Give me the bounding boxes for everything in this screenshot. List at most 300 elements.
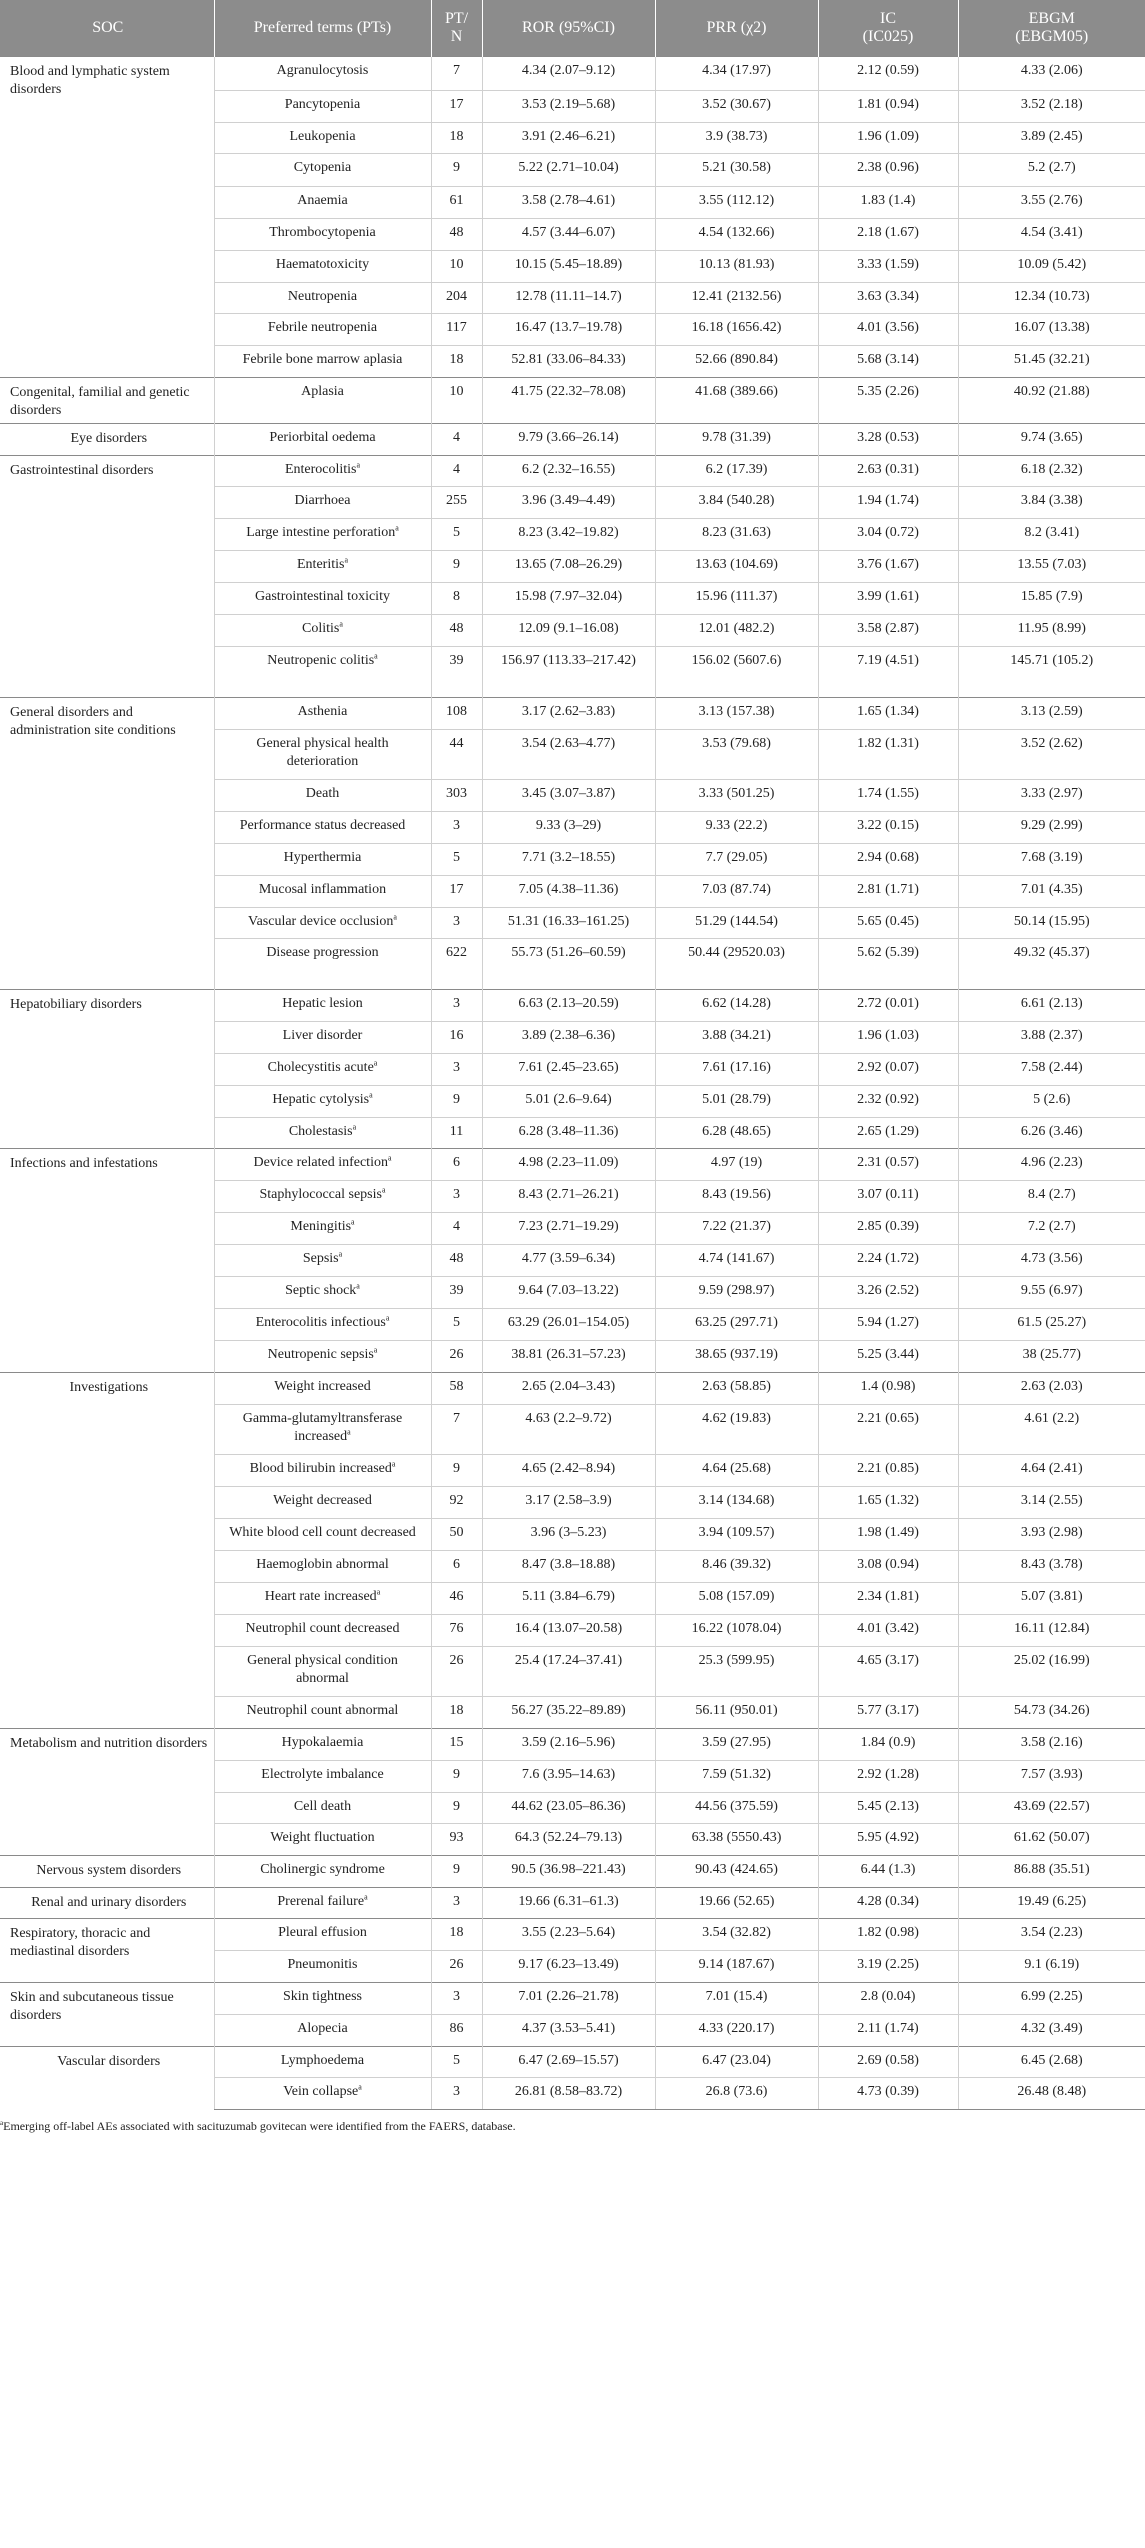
- pt-cell: [214, 346, 431, 378]
- ebgm-cell: 86.88 (35.51): [958, 1856, 1145, 1888]
- n-cell: 9: [431, 154, 482, 187]
- ebgm-cell: 54.73 (34.26): [958, 1697, 1145, 1729]
- ebgm-cell: 3.88 (2.37): [958, 1022, 1145, 1054]
- pt-cell: [214, 154, 431, 187]
- prr-cell: 9.33 (22.2): [655, 812, 818, 844]
- ror-cell: 4.37 (3.53–5.41): [482, 2015, 655, 2047]
- n-cell: 26: [431, 1951, 482, 1983]
- n-cell: 18: [431, 346, 482, 378]
- n-cell: 7: [431, 57, 482, 91]
- prr-cell: 16.22 (1078.04): [655, 1615, 818, 1647]
- pt-label: Leukopenia: [289, 129, 356, 144]
- pt-cell: [214, 1341, 431, 1373]
- ror-cell: 16.47 (13.7–19.78): [482, 314, 655, 346]
- prr-cell: 2.63 (58.85): [655, 1373, 818, 1405]
- ebgm-cell: 5 (2.6): [958, 1086, 1145, 1118]
- ic-cell: 4.01 (3.56): [818, 314, 958, 346]
- ror-cell: 4.63 (2.2–9.72): [482, 1405, 655, 1455]
- pt-cell: [214, 1213, 431, 1245]
- ic-cell: 5.25 (3.44): [818, 1341, 958, 1373]
- ror-cell: 3.89 (2.38–6.36): [482, 1022, 655, 1054]
- ic-cell: 3.08 (0.94): [818, 1551, 958, 1583]
- ebgm-cell: 50.14 (15.95): [958, 908, 1145, 939]
- pt-label: Hypokalaemia: [281, 1735, 364, 1750]
- ebgm-cell: 38 (25.77): [958, 1341, 1145, 1373]
- ic-cell: 1.94 (1.74): [818, 487, 958, 519]
- ror-cell: 8.43 (2.71–26.21): [482, 1181, 655, 1213]
- prr-cell: 44.56 (375.59): [655, 1793, 818, 1824]
- pt-label: Haematotoxicity: [275, 257, 370, 272]
- ebgm-cell: 16.11 (12.84): [958, 1615, 1145, 1647]
- n-cell: 16: [431, 1022, 482, 1054]
- ebgm-cell: 4.54 (3.41): [958, 219, 1145, 251]
- pt-label: Vascular device occlusion: [248, 914, 394, 929]
- n-cell: 5: [431, 2047, 482, 2078]
- ic-cell: 1.65 (1.34): [818, 698, 958, 730]
- ror-cell: 10.15 (5.45–18.89): [482, 251, 655, 283]
- header-ebgm: [958, 0, 1145, 57]
- footnote-mark: a: [0, 2119, 4, 2127]
- ror-cell: 3.91 (2.46–6.21): [482, 123, 655, 154]
- ic-cell: 6.44 (1.3): [818, 1856, 958, 1888]
- pt-cell: [214, 615, 431, 647]
- pt-cell: [214, 1277, 431, 1309]
- ic-cell: 5.94 (1.27): [818, 1309, 958, 1341]
- pt-label: Hepatic lesion: [282, 996, 363, 1011]
- ic-cell: 3.63 (3.34): [818, 283, 958, 314]
- n-cell: 18: [431, 1919, 482, 1951]
- ic-cell: 1.82 (1.31): [818, 730, 958, 780]
- ebgm-cell: 9.1 (6.19): [958, 1951, 1145, 1983]
- ebgm-cell: 3.13 (2.59): [958, 698, 1145, 730]
- n-cell: 255: [431, 487, 482, 519]
- ror-cell: 3.58 (2.78–4.61): [482, 187, 655, 219]
- ic-cell: 3.58 (2.87): [818, 615, 958, 647]
- table-row: [0, 456, 1145, 487]
- pt-label: Neutrophil count abnormal: [246, 1703, 399, 1718]
- pt-cell: [214, 378, 431, 424]
- pt-label: Agranulocytosis: [276, 63, 369, 78]
- pt-label: Cholestasis: [288, 1124, 353, 1139]
- pt-cell: [214, 1551, 431, 1583]
- ebgm-cell: 7.68 (3.19): [958, 844, 1145, 876]
- table-row: [0, 1888, 1145, 1919]
- pt-cell: [214, 2047, 431, 2078]
- soc-cell: Skin and subcutaneous tissue disorders: [0, 1983, 214, 2047]
- ic-cell: 4.01 (3.42): [818, 1615, 958, 1647]
- ebgm-cell: 9.55 (6.97): [958, 1277, 1145, 1309]
- pt-cell: [214, 1824, 431, 1856]
- ror-cell: 63.29 (26.01–154.05): [482, 1309, 655, 1341]
- pt-cell: [214, 1405, 431, 1455]
- pt-cell: [214, 1245, 431, 1277]
- ror-cell: 55.73 (51.26–60.59): [482, 939, 655, 990]
- table-row: [0, 1919, 1145, 1951]
- pt-cell: [214, 1519, 431, 1551]
- pt-label: Hepatic cytolysis: [272, 1092, 370, 1107]
- ror-cell: 7.23 (2.71–19.29): [482, 1213, 655, 1245]
- pt-cell: [214, 283, 431, 314]
- pt-cell: [214, 1054, 431, 1086]
- ic-cell: 2.92 (0.07): [818, 1054, 958, 1086]
- ic-cell: 5.65 (0.45): [818, 908, 958, 939]
- prr-cell: 8.46 (39.32): [655, 1551, 818, 1583]
- prr-cell: 6.28 (48.65): [655, 1118, 818, 1149]
- ebgm-cell: 43.69 (22.57): [958, 1793, 1145, 1824]
- ic-cell: 1.84 (0.9): [818, 1729, 958, 1761]
- ror-cell: 44.62 (23.05–86.36): [482, 1793, 655, 1824]
- n-cell: 6: [431, 1551, 482, 1583]
- prr-cell: 26.8 (73.6): [655, 2078, 818, 2110]
- soc-cell: Nervous system disorders: [0, 1856, 214, 1888]
- ebgm-cell: 40.92 (21.88): [958, 378, 1145, 424]
- pt-label: Prerenal failure: [277, 1894, 365, 1909]
- off-label-mark: a: [352, 1122, 357, 1132]
- pt-label: Weight increased: [274, 1379, 371, 1394]
- ic-cell: 2.92 (1.28): [818, 1761, 958, 1793]
- table-row: [0, 1856, 1145, 1888]
- n-cell: 26: [431, 1341, 482, 1373]
- header-n-line1: PT/: [444, 10, 469, 27]
- prr-cell: 4.33 (220.17): [655, 2015, 818, 2047]
- pt-cell: [214, 187, 431, 219]
- ic-cell: 1.81 (0.94): [818, 91, 958, 123]
- prr-cell: 3.14 (134.68): [655, 1487, 818, 1519]
- pt-cell: [214, 487, 431, 519]
- pt-label: Septic shock: [285, 1283, 357, 1298]
- pt-label: Enterocolitis infectious: [255, 1315, 386, 1330]
- ic-cell: 3.28 (0.53): [818, 424, 958, 456]
- ebgm-cell: 3.54 (2.23): [958, 1919, 1145, 1951]
- ic-cell: 2.12 (0.59): [818, 57, 958, 91]
- n-cell: 9: [431, 551, 482, 583]
- pt-cell: [214, 908, 431, 939]
- pt-label: Cholecystitis acute: [267, 1060, 374, 1075]
- n-cell: 4: [431, 1213, 482, 1245]
- prr-cell: 4.62 (19.83): [655, 1405, 818, 1455]
- prr-cell: 7.01 (15.4): [655, 1983, 818, 2015]
- n-cell: 5: [431, 1309, 482, 1341]
- header-n: [431, 0, 482, 57]
- n-cell: 15: [431, 1729, 482, 1761]
- ic-cell: 2.24 (1.72): [818, 1245, 958, 1277]
- prr-cell: 7.7 (29.05): [655, 844, 818, 876]
- n-cell: 6: [431, 1149, 482, 1181]
- ebgm-cell: 8.2 (3.41): [958, 519, 1145, 551]
- off-label-mark: a: [338, 1249, 343, 1259]
- pt-label: Neutrophil count decreased: [245, 1621, 400, 1636]
- ror-cell: 16.4 (13.07–20.58): [482, 1615, 655, 1647]
- pt-cell: [214, 698, 431, 730]
- off-label-mark: a: [356, 1281, 360, 1291]
- n-cell: 39: [431, 647, 482, 698]
- ic-cell: 3.07 (0.11): [818, 1181, 958, 1213]
- ebgm-cell: 3.52 (2.18): [958, 91, 1145, 123]
- prr-cell: 8.43 (19.56): [655, 1181, 818, 1213]
- ebgm-cell: 8.4 (2.7): [958, 1181, 1145, 1213]
- ebgm-cell: 9.29 (2.99): [958, 812, 1145, 844]
- n-cell: 48: [431, 219, 482, 251]
- footnote-text: Emerging off-label AEs associated with sacituzumab govitecan were identified from the FAERS, database.: [3, 2119, 516, 2133]
- prr-cell: 9.14 (187.67): [655, 1951, 818, 1983]
- pt-cell: [214, 251, 431, 283]
- pt-label: General physical condition abnormal: [247, 1653, 398, 1686]
- pt-label: Pancytopenia: [284, 97, 361, 112]
- n-cell: 50: [431, 1519, 482, 1551]
- header-ic: [818, 0, 958, 57]
- pt-cell: [214, 583, 431, 615]
- n-cell: 10: [431, 251, 482, 283]
- ic-cell: 2.21 (0.65): [818, 1405, 958, 1455]
- ror-cell: 9.79 (3.66–26.14): [482, 424, 655, 456]
- soc-cell: Respiratory, thoracic and mediastinal disorders: [0, 1919, 214, 1983]
- pt-label: Weight decreased: [273, 1493, 372, 1508]
- soc-cell: Eye disorders: [0, 424, 214, 456]
- ror-cell: 12.78 (11.11–14.7): [482, 283, 655, 314]
- pt-label: Staphylococcal sepsis: [259, 1187, 382, 1202]
- pt-cell: [214, 1373, 431, 1405]
- pt-cell: [214, 91, 431, 123]
- off-label-mark: a: [393, 912, 397, 922]
- n-cell: 48: [431, 1245, 482, 1277]
- ebgm-cell: 8.43 (3.78): [958, 1551, 1145, 1583]
- pt-cell: [214, 730, 431, 780]
- ic-cell: 5.68 (3.14): [818, 346, 958, 378]
- pt-label: Disease progression: [266, 945, 379, 960]
- prr-cell: 3.33 (501.25): [655, 780, 818, 812]
- prr-cell: 3.13 (157.38): [655, 698, 818, 730]
- n-cell: 7: [431, 1405, 482, 1455]
- off-label-mark: a: [364, 1892, 368, 1902]
- prr-cell: 6.62 (14.28): [655, 990, 818, 1022]
- n-cell: 26: [431, 1647, 482, 1697]
- ror-cell: 12.09 (9.1–16.08): [482, 615, 655, 647]
- soc-cell: Gastrointestinal disorders: [0, 456, 214, 698]
- ic-cell: 2.11 (1.74): [818, 2015, 958, 2047]
- prr-cell: 4.74 (141.67): [655, 1245, 818, 1277]
- pt-cell: [214, 456, 431, 487]
- ic-cell: 3.99 (1.61): [818, 583, 958, 615]
- table-row: [0, 57, 1145, 91]
- ror-cell: 4.57 (3.44–6.07): [482, 219, 655, 251]
- ebgm-cell: 6.61 (2.13): [958, 990, 1145, 1022]
- ror-cell: 64.3 (52.24–79.13): [482, 1824, 655, 1856]
- header-ebgm-line2: (EBGM05): [1015, 28, 1089, 45]
- n-cell: 117: [431, 314, 482, 346]
- table-row: [0, 2047, 1145, 2078]
- prr-cell: 15.96 (111.37): [655, 583, 818, 615]
- prr-cell: 9.59 (298.97): [655, 1277, 818, 1309]
- ebgm-cell: 3.89 (2.45): [958, 123, 1145, 154]
- ebgm-cell: 15.85 (7.9): [958, 583, 1145, 615]
- pt-label: Haemoglobin abnormal: [256, 1557, 389, 1572]
- ebgm-cell: 6.18 (2.32): [958, 456, 1145, 487]
- ror-cell: 3.17 (2.62–3.83): [482, 698, 655, 730]
- pt-cell: [214, 1856, 431, 1888]
- ror-cell: 3.54 (2.63–4.77): [482, 730, 655, 780]
- ebgm-cell: 7.01 (4.35): [958, 876, 1145, 908]
- pt-cell: [214, 1919, 431, 1951]
- table-row: [0, 1729, 1145, 1761]
- n-cell: 92: [431, 1487, 482, 1519]
- ebgm-cell: 12.34 (10.73): [958, 283, 1145, 314]
- ebgm-cell: 11.95 (8.99): [958, 615, 1145, 647]
- ic-cell: 5.45 (2.13): [818, 1793, 958, 1824]
- n-cell: 18: [431, 123, 482, 154]
- ror-cell: 9.17 (6.23–13.49): [482, 1951, 655, 1983]
- pt-label: Lymphoedema: [280, 2053, 365, 2068]
- ic-cell: 1.74 (1.55): [818, 780, 958, 812]
- pt-cell: [214, 1309, 431, 1341]
- pt-cell: [214, 1149, 431, 1181]
- ebgm-cell: 4.32 (3.49): [958, 2015, 1145, 2047]
- header-ic-line1: IC: [880, 10, 896, 27]
- prr-cell: 52.66 (890.84): [655, 346, 818, 378]
- n-cell: 39: [431, 1277, 482, 1309]
- prr-cell: 3.52 (30.67): [655, 91, 818, 123]
- ror-cell: 7.05 (4.38–11.36): [482, 876, 655, 908]
- soc-cell: Infections and infestations: [0, 1149, 214, 1373]
- pt-cell: [214, 1888, 431, 1919]
- ic-cell: 1.98 (1.49): [818, 1519, 958, 1551]
- ebgm-cell: 3.84 (3.38): [958, 487, 1145, 519]
- pt-cell: [214, 57, 431, 91]
- ror-cell: 56.27 (35.22–89.89): [482, 1697, 655, 1729]
- pt-cell: [214, 647, 431, 698]
- ebgm-cell: 7.2 (2.7): [958, 1213, 1145, 1245]
- pt-label: Mucosal inflammation: [258, 882, 387, 897]
- prr-cell: 4.97 (19): [655, 1149, 818, 1181]
- off-label-mark: a: [347, 1427, 351, 1437]
- header-pt: Preferred terms (PTs): [214, 0, 431, 57]
- n-cell: 8: [431, 583, 482, 615]
- prr-cell: 3.94 (109.57): [655, 1519, 818, 1551]
- pt-label: Neutropenic sepsis: [267, 1347, 374, 1362]
- ic-cell: 2.18 (1.67): [818, 219, 958, 251]
- ebgm-cell: 3.58 (2.16): [958, 1729, 1145, 1761]
- prr-cell: 4.64 (25.68): [655, 1455, 818, 1487]
- pt-cell: [214, 551, 431, 583]
- pt-cell: [214, 1583, 431, 1615]
- table-row: [0, 1983, 1145, 2015]
- ror-cell: 19.66 (6.31–61.3): [482, 1888, 655, 1919]
- prr-cell: 6.2 (17.39): [655, 456, 818, 487]
- pt-cell: [214, 1761, 431, 1793]
- ic-cell: 1.83 (1.4): [818, 187, 958, 219]
- soc-cell: Blood and lymphatic system disorders: [0, 57, 214, 378]
- pt-label: Death: [305, 786, 340, 801]
- n-cell: 9: [431, 1455, 482, 1487]
- n-cell: 86: [431, 2015, 482, 2047]
- pt-label: Pleural effusion: [278, 1925, 367, 1940]
- pt-label: Skin tightness: [283, 1989, 362, 2004]
- ic-cell: 5.77 (3.17): [818, 1697, 958, 1729]
- ror-cell: 3.45 (3.07–3.87): [482, 780, 655, 812]
- ebgm-cell: 4.33 (2.06): [958, 57, 1145, 91]
- ic-cell: 1.4 (0.98): [818, 1373, 958, 1405]
- ic-cell: 2.34 (1.81): [818, 1583, 958, 1615]
- n-cell: 3: [431, 1054, 482, 1086]
- ebgm-cell: 5.2 (2.7): [958, 154, 1145, 187]
- pt-label: Hyperthermia: [283, 850, 362, 865]
- prr-cell: 63.25 (297.71): [655, 1309, 818, 1341]
- pt-label: Meningitis: [290, 1219, 352, 1234]
- n-cell: 58: [431, 1373, 482, 1405]
- ror-cell: 3.17 (2.58–3.9): [482, 1487, 655, 1519]
- ebgm-cell: 13.55 (7.03): [958, 551, 1145, 583]
- off-label-mark: a: [339, 619, 343, 629]
- n-cell: 3: [431, 812, 482, 844]
- prr-cell: 4.34 (17.97): [655, 57, 818, 91]
- ebgm-cell: 5.07 (3.81): [958, 1583, 1145, 1615]
- prr-cell: 3.84 (540.28): [655, 487, 818, 519]
- ic-cell: 1.65 (1.32): [818, 1487, 958, 1519]
- pt-label: Diarrhoea: [294, 493, 351, 508]
- n-cell: 108: [431, 698, 482, 730]
- table-row: [0, 1149, 1145, 1181]
- ebgm-cell: 6.99 (2.25): [958, 1983, 1145, 2015]
- ic-cell: 3.04 (0.72): [818, 519, 958, 551]
- n-cell: 76: [431, 1615, 482, 1647]
- table-row: [0, 424, 1145, 456]
- n-cell: 3: [431, 908, 482, 939]
- ic-cell: 2.63 (0.31): [818, 456, 958, 487]
- pt-cell: [214, 519, 431, 551]
- ror-cell: 15.98 (7.97–32.04): [482, 583, 655, 615]
- prr-cell: 3.9 (38.73): [655, 123, 818, 154]
- off-label-mark: a: [395, 523, 399, 533]
- ror-cell: 3.96 (3.49–4.49): [482, 487, 655, 519]
- ror-cell: 7.6 (3.95–14.63): [482, 1761, 655, 1793]
- prr-cell: 7.59 (51.32): [655, 1761, 818, 1793]
- n-cell: 3: [431, 1888, 482, 1919]
- pt-cell: [214, 2078, 431, 2110]
- ror-cell: 156.97 (113.33–217.42): [482, 647, 655, 698]
- header-ror: ROR (95%CI): [482, 0, 655, 57]
- prr-cell: 56.11 (950.01): [655, 1697, 818, 1729]
- table-row: [0, 378, 1145, 424]
- ror-cell: 5.01 (2.6–9.64): [482, 1086, 655, 1118]
- n-cell: 4: [431, 456, 482, 487]
- ror-cell: 9.33 (3–29): [482, 812, 655, 844]
- ror-cell: 6.47 (2.69–15.57): [482, 2047, 655, 2078]
- prr-cell: 3.54 (32.82): [655, 1919, 818, 1951]
- off-label-mark: a: [358, 2082, 362, 2092]
- pt-cell: [214, 780, 431, 812]
- ic-cell: 2.69 (0.58): [818, 2047, 958, 2078]
- pt-label: Sepsis: [302, 1251, 339, 1266]
- n-cell: 61: [431, 187, 482, 219]
- ic-cell: 2.85 (0.39): [818, 1213, 958, 1245]
- n-cell: 9: [431, 1856, 482, 1888]
- ebgm-cell: 6.45 (2.68): [958, 2047, 1145, 2078]
- off-label-mark: a: [351, 1217, 355, 1227]
- ebgm-cell: 25.02 (16.99): [958, 1647, 1145, 1697]
- ic-cell: 2.38 (0.96): [818, 154, 958, 187]
- header-n-line2: N: [450, 28, 463, 45]
- pt-cell: [214, 1086, 431, 1118]
- pt-cell: [214, 1022, 431, 1054]
- ebgm-cell: 4.61 (2.2): [958, 1405, 1145, 1455]
- ebgm-cell: 49.32 (45.37): [958, 939, 1145, 990]
- prr-cell: 7.03 (87.74): [655, 876, 818, 908]
- ebgm-cell: 3.93 (2.98): [958, 1519, 1145, 1551]
- ror-cell: 7.71 (3.2–18.55): [482, 844, 655, 876]
- pt-label: White blood cell count decreased: [229, 1525, 416, 1540]
- pt-label: Colitis: [302, 621, 340, 636]
- ror-cell: 13.65 (7.08–26.29): [482, 551, 655, 583]
- header-ic-line2: (IC025): [862, 28, 914, 45]
